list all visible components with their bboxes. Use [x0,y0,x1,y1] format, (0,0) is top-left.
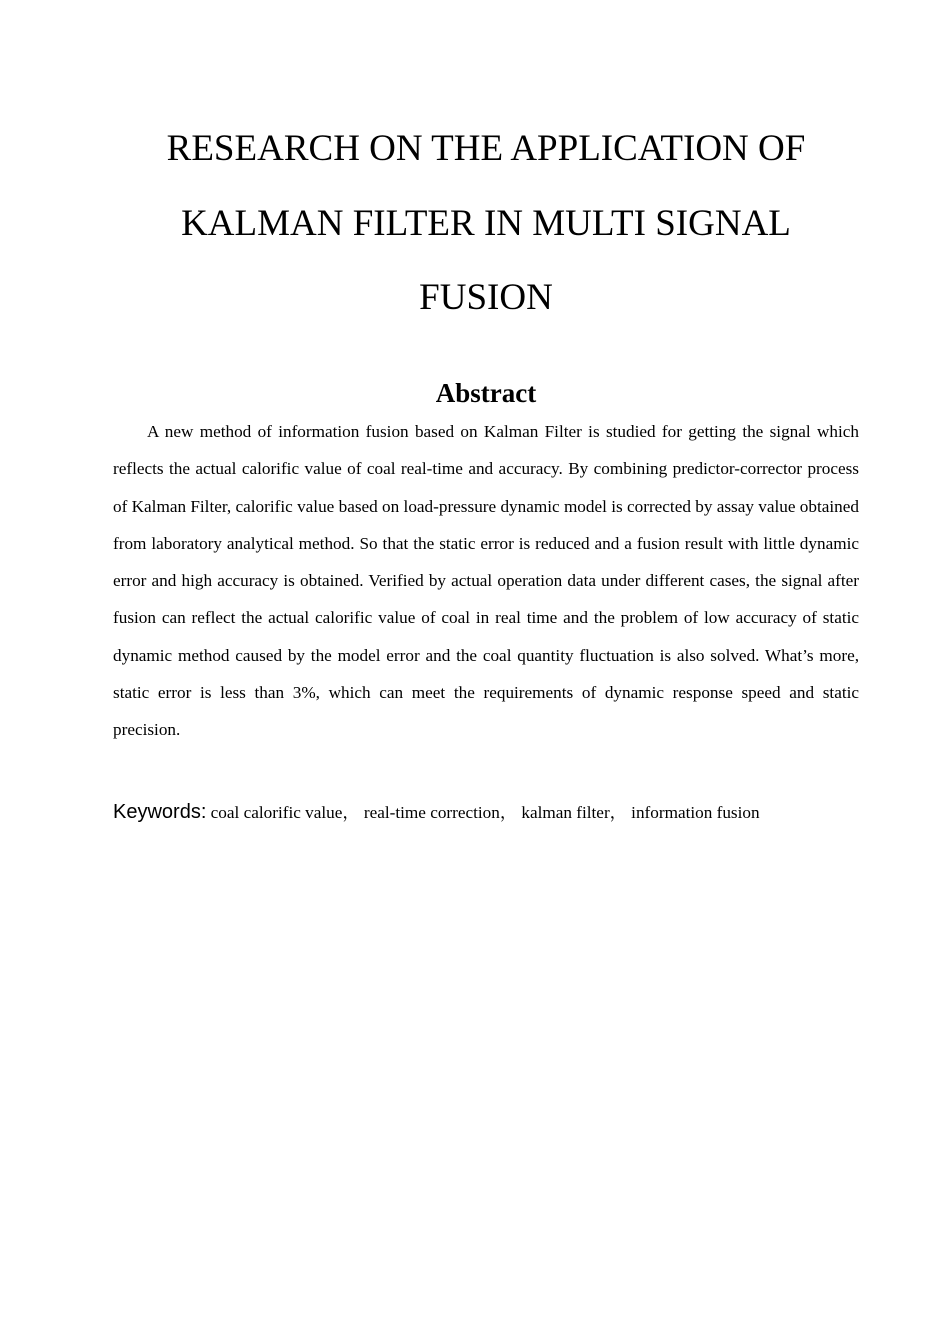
abstract-body: A new method of information fusion based on Kalman Filter is studied for getting the signal which reflects the actual calorific value of coal real-time and accuracy. By combining predictor-corrector process of Kalman Filter, calorific value based on load-pressure dynamic model is corrected by assay value obtained from laboratory analytical method. So that the static error is reduced and a fusion result with little dynamic error and high accuracy is obtained. Verified by actual operation data under different cases, the signal after fusion can reflect the actual calorific value of coal in real time and the problem of low accuracy of static dynamic method caused by the model error and the coal quantity fluctuation is also solved. What’s more, static error is less than 3%, which can meet the requirements of dynamic response speed and static precision. [113,422,859,740]
keyword-item: coal calorific value [210,803,343,822]
abstract-heading: Abstract [435,378,537,408]
keywords-label: Keywords: [113,801,207,823]
keyword-item: real-time correction [363,803,500,822]
keyword-separator: ， [342,803,360,822]
keyword-separator: ， [499,803,518,822]
title-line-3: FUSION [419,277,553,318]
keyword-item: kalman filter [521,803,610,822]
keyword-item: information fusion [631,803,760,822]
paper-title [113,112,859,336]
title-line-2: KALMAN FILTER IN MULTI SIGNAL [181,202,791,244]
keyword-separator: ， [609,803,627,822]
keywords-line [113,796,859,829]
title-line-1: RESEARCH ON THE APPLICATION OF [166,128,806,169]
